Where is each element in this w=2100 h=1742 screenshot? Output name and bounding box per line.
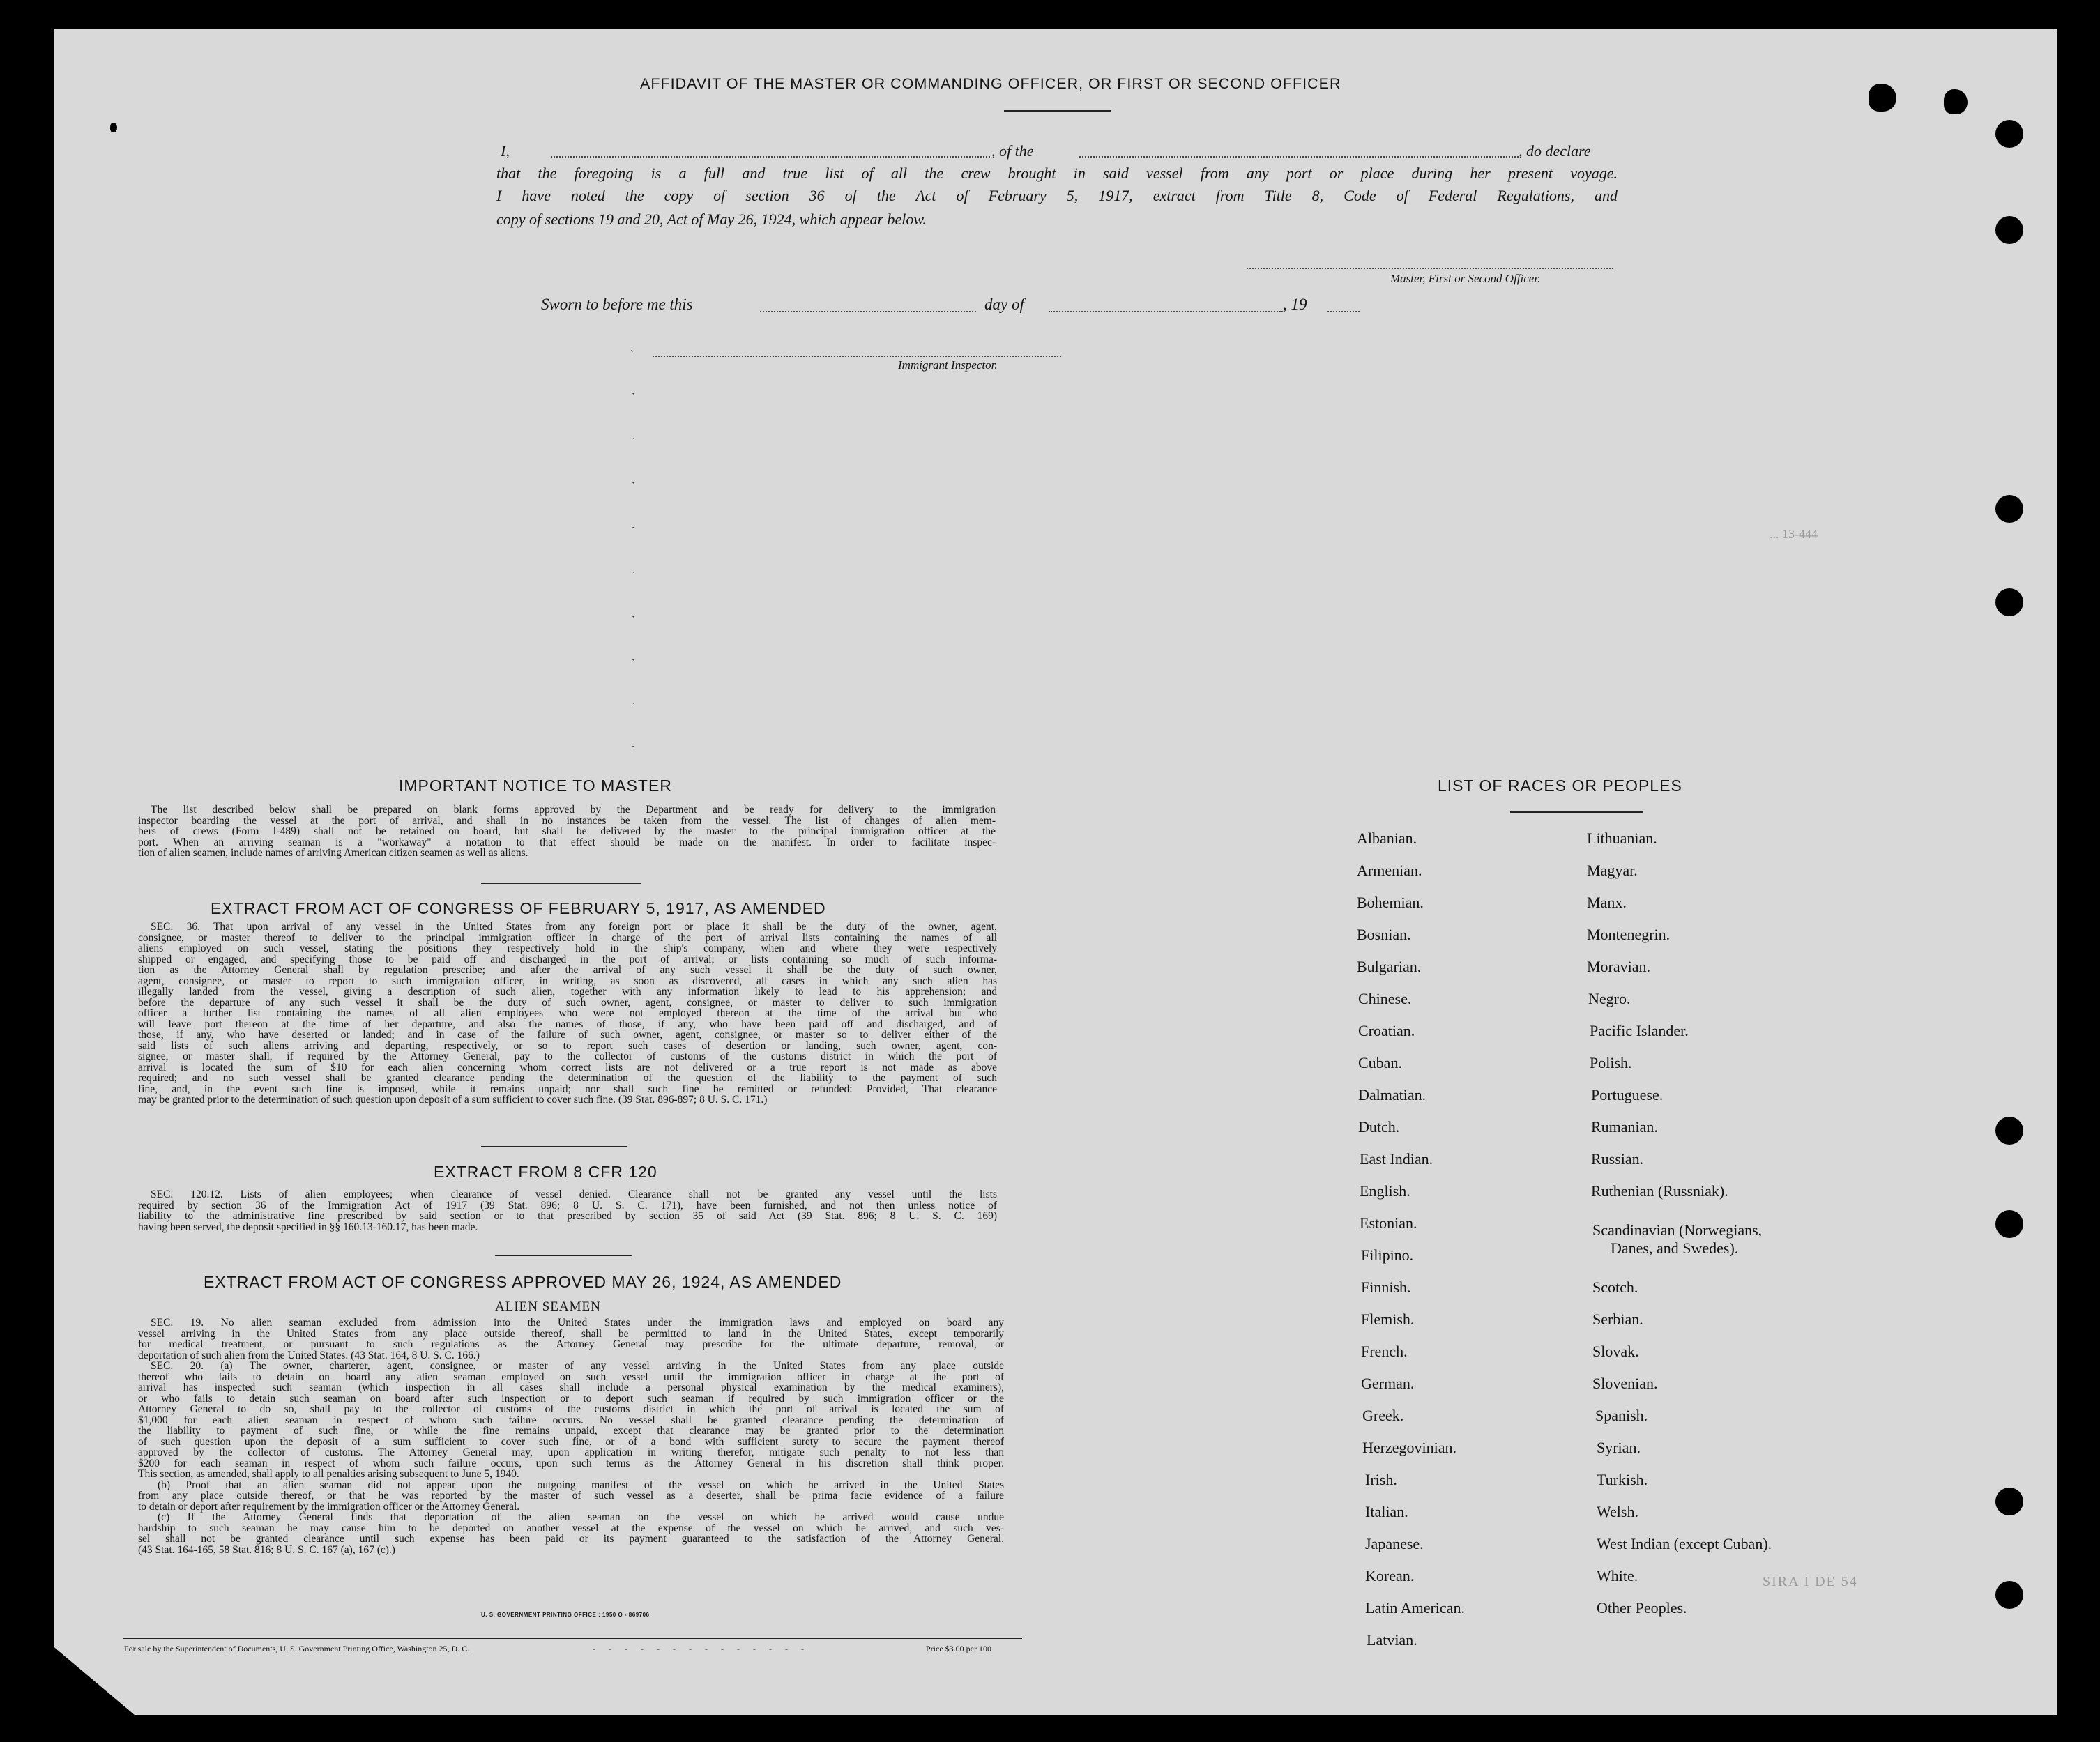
section-divider (495, 1255, 632, 1256)
race-item: Magyar. (1587, 862, 1638, 879)
extract-line: those, if any, who have deserted or landed; and in case of the failure of such owner, agent, consignee, or master so to deliver either of the (138, 1029, 997, 1041)
race-item: Polish. (1590, 1054, 1632, 1071)
extract-line: will leave port thereon at the time of her departure, and also the names of those, if any, who have been paid off and discharged, and of (138, 1018, 997, 1030)
extract-line: shipped or engaged, and specifying those to be paid off and discharged in the port of arrival; or lists containing so much of such informa- (138, 953, 997, 965)
title-divider (1004, 110, 1111, 112)
extract-line: hardship to such seaman he may cause him to be deported on another vessel at the expense of the vessel on which he arrived, and such ves- (138, 1522, 1004, 1534)
race-item: Moravian. (1587, 958, 1651, 975)
tick-mark: ˋ (632, 701, 636, 713)
sworn-year-line[interactable] (1327, 311, 1360, 312)
extract-line: officer a further list containing the names of all alien employees who were not employed thereon at the time of the arrival but who (138, 1007, 997, 1019)
punch-hole (1995, 1117, 2023, 1145)
footer-sale-note: For sale by the Superintendent of Documents, U. S. Government Printing Office, Washington 25, D. C. (124, 1644, 470, 1653)
extract-line: said lists of such aliens arriving and departing, respectively, or so to report such cases of desertion or landing, such owner, agent, con- (138, 1039, 997, 1052)
extract-line: (c) If the Attorney General finds that deportation of the alien seaman on the vessel on which he arrived would cause undue (158, 1511, 1004, 1523)
race-item: Slovenian. (1592, 1375, 1658, 1392)
extract-line: for medical treatment, or pursuant to such regulations as the Attorney General may prescribe for the ultimate departure, removal, or (138, 1338, 1004, 1350)
race-item: Lithuanian. (1587, 830, 1657, 847)
tick-mark: ˋ (630, 349, 634, 360)
extract-line: illegally landed from the vessel, giving a description of such alien, together with any information likely to lead to his apprehension; and (138, 986, 997, 998)
tick-mark: ˋ (632, 744, 636, 756)
extract-line: tion as the Attorney General shall by regulation prescribe; and after the arrival of any such vessel it shall be the duty of such owner, (138, 964, 997, 976)
race-item: Herzegovinian. (1362, 1439, 1456, 1456)
extract-cfr-body (138, 1189, 997, 1232)
extract-line: deportation of such alien from the United States. (43 Stat. 164, 8 U. S. C. 166.) (138, 1349, 480, 1361)
race-item: Manx. (1587, 894, 1627, 911)
footer-rule (123, 1638, 1022, 1639)
sworn-month-line[interactable] (1049, 311, 1283, 312)
race-item: Bohemian. (1357, 894, 1424, 911)
punch-hole (1995, 1210, 2023, 1238)
extract-line: Attorney General to do so, shall pay to the collector of customs of the customs district in which the port of arrival is located the sum of (138, 1403, 1004, 1415)
race-item: Dutch. (1358, 1118, 1400, 1136)
extract-cfr-title: EXTRACT FROM 8 CFR 120 (434, 1163, 657, 1181)
race-item: English. (1360, 1182, 1410, 1200)
tick-mark: ˋ (632, 658, 636, 670)
extract-line: before the departure of any such vessel it shall be the duty of such owner, agent, consignee, or master to deliver to such immigration (138, 996, 997, 1009)
race-item: Greek. (1362, 1407, 1404, 1424)
extract-1924-body (138, 1317, 1004, 1555)
tick-mark: ˋ (632, 481, 636, 493)
day-of-label: day of (984, 296, 1024, 313)
ink-blot (1944, 89, 1968, 114)
sworn-label: Sworn to before me this (541, 296, 693, 313)
section-divider (481, 1146, 627, 1147)
tick-mark: ˋ (632, 392, 636, 404)
year-label: , 19 (1283, 296, 1307, 313)
notice-line: port. When an arriving seaman is a "workaway" a notation to that effect should be made on the manifest. In order to facilitate inspec- (138, 836, 996, 848)
race-item: Latin American. (1365, 1599, 1465, 1617)
affidavit-line-3: I have noted the copy of section 36 of the Act of February 5, 1917, extract from Title 8, Code of Federal Regulations, and (496, 187, 1618, 204)
race-item: Latvian. (1367, 1631, 1417, 1649)
notice-line: The list described below shall be prepared on blank forms approved by the Department and be ready for delivery to the immigration (151, 804, 996, 816)
race-item: Finnish. (1361, 1278, 1411, 1296)
race-item: Other Peoples. (1597, 1599, 1687, 1617)
gpo-imprint: U. S. GOVERNMENT PRINTING OFFICE : 1950 O - 869706 (481, 1612, 650, 1618)
race-item: Flemish. (1361, 1311, 1415, 1328)
extract-1917-body (138, 922, 997, 1106)
extract-line: vessel arriving in the United States from any place outside thereof, shall be permitted to land in the United States, except temporarily (138, 1327, 1004, 1340)
race-item: Dalmatian. (1358, 1086, 1426, 1103)
tick-mark: ˋ (632, 526, 636, 537)
extract-line: SEC. 120.12. Lists of alien employees; when clearance of vessel denied. Clearance shall not be granted any vessel until the lists (151, 1189, 997, 1200)
extract-line: signee, or master shall, if required by the Attorney General, pay to the collector of customs of the customs district in which the port of (138, 1050, 997, 1062)
race-item: White. (1597, 1567, 1638, 1584)
race-item: Pacific Islander. (1590, 1022, 1689, 1039)
extract-line: $1,000 for each alien seaman in respect of whom such failure occurs. No vessel shall be granted clearance pending the determination of (138, 1414, 1004, 1426)
section-divider (481, 883, 641, 884)
extract-1924-title: EXTRACT FROM ACT OF CONGRESS APPROVED MAY 26, 1924, AS AMENDED (204, 1273, 842, 1291)
race-item: Irish. (1365, 1471, 1397, 1488)
extract-line: consignee, or master thereof to deliver to the principal immigration officer in charge of the port of arrival lists containing the names of all (138, 931, 997, 944)
affidavit-do-declare: , do declare (1519, 142, 1591, 160)
extract-line: having been served, the deposit specified in §§ 160.13-160.17, has been made. (138, 1221, 478, 1233)
extract-line: This section, as amended, shall apply to all penalties arising subsequent to June 5, 1940. (138, 1468, 519, 1480)
extract-line: required by section 36 of the Immigration Act of 1917 (39 Stat. 896; 8 U. S. C. 171), have been furnished, and not then unless notice of (138, 1199, 997, 1212)
race-item: Rumanian. (1591, 1118, 1658, 1136)
race-item: Albanian. (1357, 830, 1417, 847)
race-item: Filipino. (1361, 1246, 1414, 1264)
punch-hole (1995, 120, 2023, 148)
inspector-label: Immigrant Inspector. (898, 358, 998, 372)
extract-line: agent, consignee, or master to report to such immigration officer, in writing, as soon as discovered, all cases in which any such alien has (138, 975, 997, 987)
tick-mark: ˋ (632, 615, 636, 627)
affidavit-i: I, (501, 142, 510, 160)
name-field-line[interactable] (551, 156, 990, 158)
races-title: LIST OF RACES OR PEOPLES (1438, 777, 1682, 795)
notice-body (138, 804, 996, 859)
race-item: Bosnian. (1357, 926, 1411, 943)
notice-line: inspector boarding the vessel at the port of arrival, and shall in no instances be taken from the vessel. The list of changes of alien mem- (138, 814, 996, 827)
notice-line: tion of alien seamen, include names of arriving American citizen seamen as well as aliens. (138, 847, 528, 859)
race-item: Serbian. (1592, 1311, 1643, 1328)
race-item: Russian. (1591, 1150, 1644, 1168)
affidavit-line-4: copy of sections 19 and 20, Act of May 26, 1924, which appear below. (496, 211, 927, 228)
race-item: Bulgarian. (1357, 958, 1422, 975)
extract-line: or who fails to detain such seaman on board after such inspection or to deport such seaman if required by such immigration officer or the (138, 1392, 1004, 1405)
race-item: Croatian. (1358, 1022, 1415, 1039)
race-item: Cuban. (1358, 1054, 1402, 1071)
footer-leader: - - - - - - - - - - - - - - (593, 1644, 809, 1653)
extract-line: (43 Stat. 164-165, 58 Stat. 816; 8 U. S. C. 167 (a), 167 (c).) (138, 1543, 395, 1556)
race-item: Syrian. (1597, 1439, 1641, 1456)
notice-line: bers of crews (Form I-489) shall not be retained on board, but shall be delivered by the master to the principal immigration officer at the (138, 825, 996, 837)
race-item: Welsh. (1597, 1503, 1638, 1520)
race-item: Italian. (1365, 1503, 1408, 1520)
inspector-signature-line[interactable] (653, 356, 1061, 357)
extract-line: to detain or deport after requirement by the immigration officer or the Attorney General. (138, 1500, 520, 1513)
extract-line: sel shall not be granted clearance until such expense has been paid or its payment guaranteed to the satisfaction of the Attorney General. (138, 1533, 1004, 1545)
extract-line: $200 for each seaman in respect of whom such failure occurs, upon such terms as the Attorney General in his discretion shall think proper. (138, 1457, 1004, 1469)
footer-price: Price $3.00 per 100 (926, 1644, 991, 1653)
extract-line: aliens employed on such vessel, stating the positions they respectively hold in the ship's company, when and where they were respectively (138, 942, 997, 954)
sworn-day-line[interactable] (760, 311, 976, 312)
faint-stamp: ... 13-444 (1770, 527, 1818, 541)
punch-hole (1995, 1581, 2023, 1609)
extract-line: the liability to payment of such fine, or while the fine remains unpaid, except that clearance may be granted prior to the determination (138, 1425, 1004, 1437)
extract-line: from any place outside thereof, or that he was reported by the master of such vessel as a deserter, shall be prima facie evidence of a failure (138, 1490, 1004, 1502)
race-item: Scandinavian (Norwegians, (1592, 1221, 1763, 1239)
punch-hole (1995, 588, 2023, 616)
race-item: Montenegrin. (1587, 926, 1671, 943)
punch-hole (1995, 495, 2023, 523)
punch-hole (1995, 1488, 2023, 1515)
extract-line: required; and no such vessel shall be granted clearance pending the determination of the question of the liability to the payment of such (138, 1072, 997, 1084)
ink-blot (1869, 84, 1896, 112)
tick-mark: ˋ (632, 436, 636, 448)
race-item: Chinese. (1358, 990, 1412, 1007)
race-item: East Indian. (1360, 1150, 1433, 1168)
extract-line: of such question upon the deposit of a sum sufficient to cover such fine, or of a bond with sufficient surety to secure the payment thereof (138, 1435, 1004, 1448)
extract-line: approved by the collector of customs. The Attorney General may, upon application in writing therefor, mitigate such penalty to not less than (138, 1446, 1004, 1458)
race-item: Estonian. (1360, 1214, 1417, 1232)
race-item: Ruthenian (Russniak). (1591, 1182, 1728, 1200)
ink-blot (110, 123, 117, 132)
tick-mark: ˋ (632, 570, 636, 582)
race-item: Japanese. (1365, 1535, 1424, 1552)
extract-line: fine, and, in the event such fine is imposed, while it remains unpaid; nor shall such fine be remitted or refunded: Provided, That clearance (138, 1083, 997, 1095)
extract-line: SEC. 19. No alien seaman excluded from admission into the United States under the immigration laws and employed on board any (151, 1317, 1004, 1329)
extract-line: arrival is located the sum of $10 for each alien concerning whom correct lists are not delivered or a true report is not made as above (138, 1061, 997, 1074)
races-divider (1510, 811, 1643, 813)
affidavit-of-the: , of the (991, 142, 1034, 160)
extract-line: may be granted prior to the determination of such question upon deposit of a sum sufficient to cover such fine. (39 Stat. 896-897; 8 U. S. C. 171.) (138, 1094, 768, 1106)
race-item: Slovak. (1592, 1343, 1639, 1360)
race-item: German. (1361, 1375, 1415, 1392)
affidavit-title: AFFIDAVIT OF THE MASTER OR COMMANDING OFFICER, OR FIRST OR SECOND OFFICER (640, 75, 1341, 92)
race-item: French. (1361, 1343, 1408, 1360)
extract-line: (b) Proof that an alien seaman did not appear upon the outgoing manifest of the vessel on which he arrived in the United States (158, 1479, 1004, 1491)
race-item: Turkish. (1597, 1471, 1648, 1488)
race-item: Negro. (1588, 990, 1631, 1007)
extract-line: thereof who fails to detain on board any alien seaman employed on such vessel until the immigration officer in charge at the port of (138, 1370, 1004, 1383)
margin-stamp: SIRA I DE 54 (1763, 1574, 1858, 1589)
extract-line: SEC. 36. That upon arrival of any vessel in the United States from any foreign port or place it shall be the duty of the owner, agent, (151, 921, 997, 933)
master-label: Master, First or Second Officer. (1390, 272, 1541, 285)
extract-line: SEC. 20. (a) The owner, charterer, agent, consignee, or master of any vessel arriving in the United States from any place outside (151, 1360, 1004, 1372)
extract-line: liability to the administrative fine prescribed by said section or to that prescribed by section 35 of said Act (39 Stat. 896; 8 U. S. C. 169) (138, 1210, 997, 1222)
punch-hole (1995, 216, 2023, 244)
race-item: Scotch. (1592, 1278, 1638, 1296)
race-item: Danes, and Swedes). (1611, 1239, 1739, 1257)
extract-line: arrival has inspected such seaman (which inspection in all cases shall include a personal physical examination by the medical examiners), (138, 1382, 1004, 1393)
vessel-field-line[interactable] (1079, 156, 1519, 158)
race-item: Korean. (1365, 1567, 1415, 1584)
race-item: Portuguese. (1591, 1086, 1664, 1103)
master-signature-line[interactable] (1247, 268, 1613, 269)
affidavit-line-2: that the foregoing is a full and true list of all the crew brought in said vessel from any port or place during her present voyage. (496, 165, 1618, 182)
race-item: Spanish. (1595, 1407, 1648, 1424)
notice-title: IMPORTANT NOTICE TO MASTER (399, 777, 672, 795)
extract-1917-title: EXTRACT FROM ACT OF CONGRESS OF FEBRUARY 5, 1917, AS AMENDED (211, 899, 826, 917)
race-item: Armenian. (1357, 862, 1422, 879)
extract-1924-subtitle: ALIEN SEAMEN (495, 1299, 601, 1314)
race-item: West Indian (except Cuban). (1597, 1535, 1772, 1552)
